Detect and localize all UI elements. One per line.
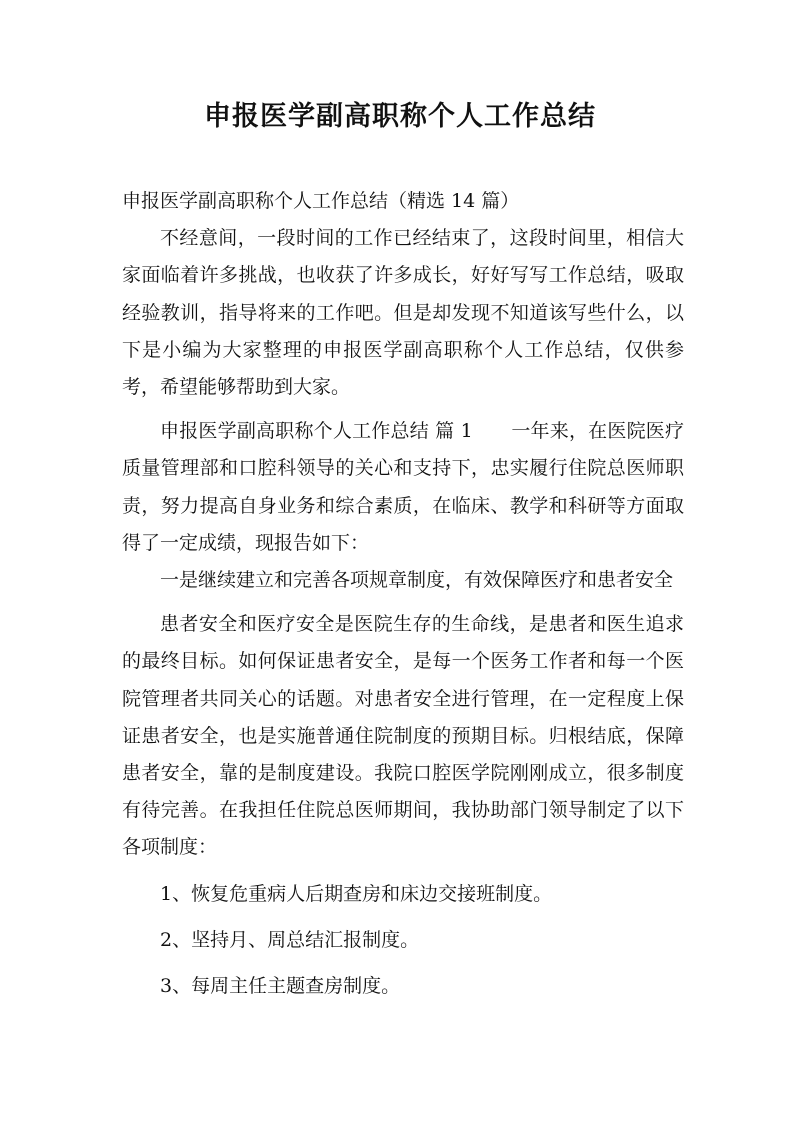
intro-paragraph: 不经意间，一段时间的工作已经结束了，这段时间里，相信大家面临着许多挑战，也收获了许多成长，好好写写工作总结，吸取经验教训，指导将来的工作吧。但是却发现不知道该写些什么，以下是小编为大家整理的申报医学副高职称个人工作总结，仅供参考，希望能够帮助到大家。 [122, 227, 684, 399]
subtitle-paragraph: 申报医学副高职称个人工作总结（精选 14 篇） [122, 190, 520, 212]
document-title: 申报医学副高职称个人工作总结 [204, 101, 596, 132]
patient-safety-paragraph: 患者安全和医疗安全是医院生存的生命线，是患者和医生追求的最终目标。如何保证患者安全，是每一个医务工作者和每一个医院管理者共同关心的话题。对患者安全进行管理，在一定程度上保证患者安全，也是实施普通住院制度的预期目标。归根结底，保障患者安全，靠的是制度建设。我院口腔医学院刚刚成立，很多制度有待完善。在我担任住院总医师期间，我协助部门领导制定了以下各项制度： [122, 613, 684, 859]
document-body [122, 183, 684, 1005]
article-1-paragraph: 申报医学副高职称个人工作总结 篇 1 一年来，在医院医疗质量管理部和口腔科领导的关心和支持下，忠实履行住院总医师职责，努力提高自身业务和综合素质，在临床、教学和科研等方面取得了一定成绩，现报告如下： [122, 420, 684, 554]
list-item: 3、每周主任主题查房制度。 [160, 975, 401, 998]
list-item: 1、恢复危重病人后期查房和床边交接班制度。 [160, 882, 553, 905]
list-item: 2、坚持月、周总结汇报制度。 [160, 928, 420, 951]
section-heading-paragraph: 一是继续建立和完善各项规章制度，有效保障医疗和患者安全 [160, 569, 674, 592]
